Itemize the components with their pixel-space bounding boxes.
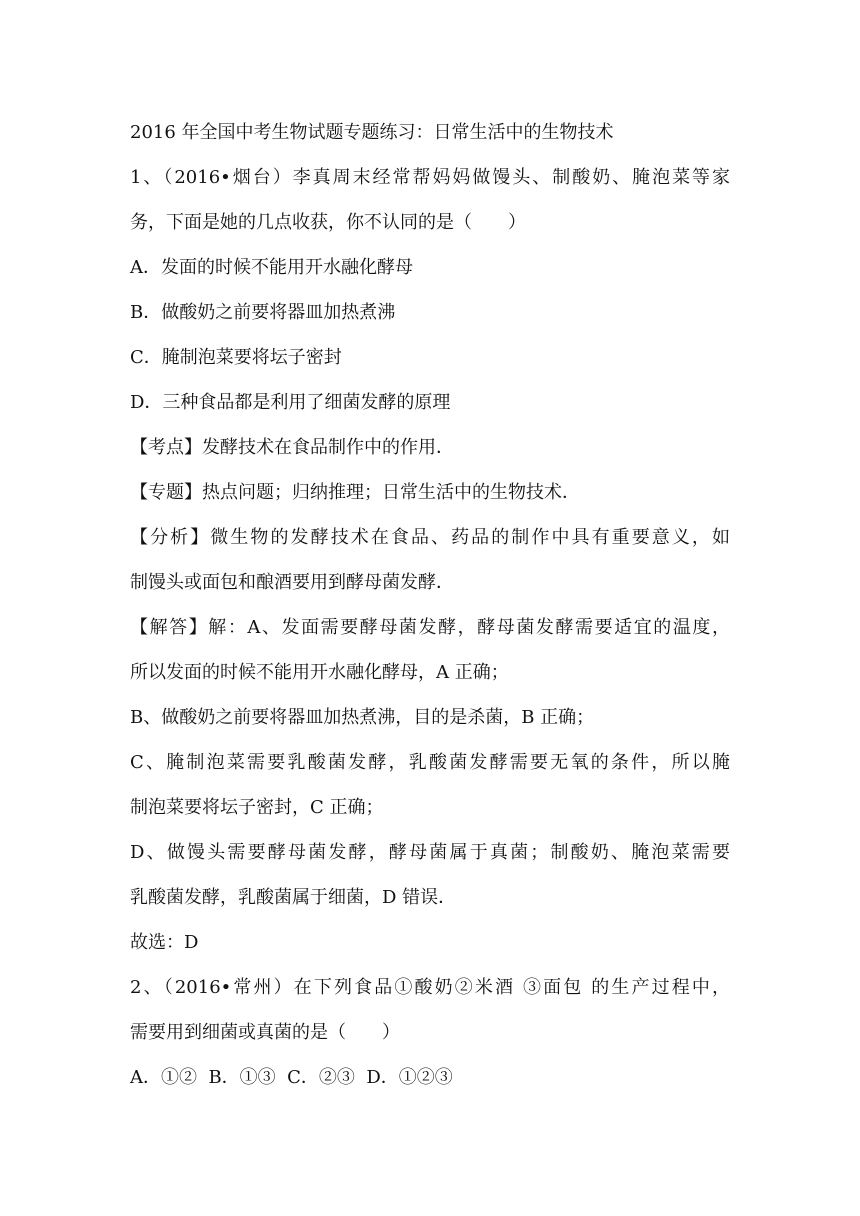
q2-stem-line-1: 2、（2016•常州）在下列食品①酸奶②米酒 ③面包 的生产过程中， <box>130 977 730 998</box>
q1-fenxi-line-2: 制馒头或面包和酿酒要用到酵母菌发酵． <box>130 572 454 593</box>
q1-option-c: C．腌制泡菜要将坛子密封 <box>130 347 342 368</box>
q1-stem-line-1: 1、（2016•烟台）李真周末经常帮妈妈做馒头、制酸奶、腌泡菜等家 <box>130 167 730 188</box>
document-body <box>130 110 730 1100</box>
q1-jieda-line-4: C、腌制泡菜需要乳酸菌发酵，乳酸菌发酵需要无氧的条件，所以腌 <box>130 752 730 773</box>
q1-kaodian: 【考点】发酵技术在食品制作中的作用． <box>130 437 454 458</box>
q1-option-d: D．三种食品都是利用了细菌发酵的原理 <box>130 392 451 413</box>
q1-option-a: A．发面的时候不能用开水融化酵母 <box>130 257 413 278</box>
q1-fenxi-line-1: 【分析】微生物的发酵技术在食品、药品的制作中具有重要意义，如 <box>130 527 730 548</box>
q1-zhuanti: 【专题】热点问题；归纳推理；日常生活中的生物技术． <box>130 482 580 503</box>
q1-jieda-line-1: 【解答】解：A、发面需要酵母菌发酵，酵母菌发酵需要适宜的温度， <box>130 617 730 638</box>
q1-jieda-line-7: 乳酸菌发酵，乳酸菌属于细菌，D 错误． <box>130 887 457 908</box>
q1-jieda-line-2: 所以发面的时候不能用开水融化酵母，A 正确； <box>130 662 509 683</box>
q2-options: A．①② B．①③ C．②③ D．①②③ <box>130 1067 453 1088</box>
q2-stem-line-2: 需要用到细菌或真菌的是（ ） <box>130 1022 400 1043</box>
document-title: 2016 年全国中考生物试题专题练习：日常生活中的生物技术 <box>130 122 614 143</box>
q1-jieda-line-3: B、做酸奶之前要将器皿加热煮沸，目的是杀菌，B 正确； <box>130 707 595 728</box>
q1-jieda-line-6: D、做馒头需要酵母菌发酵，酵母菌属于真菌；制酸奶、腌泡菜需要 <box>130 842 730 863</box>
q1-stem-line-2: 务，下面是她的几点收获，你不认同的是（ ） <box>130 212 526 233</box>
q1-answer: 故选：D <box>130 932 199 953</box>
q1-option-b: B．做酸奶之前要将器皿加热煮沸 <box>130 302 396 323</box>
q1-jieda-line-5: 制泡菜要将坛子密封，C 正确； <box>130 797 384 818</box>
